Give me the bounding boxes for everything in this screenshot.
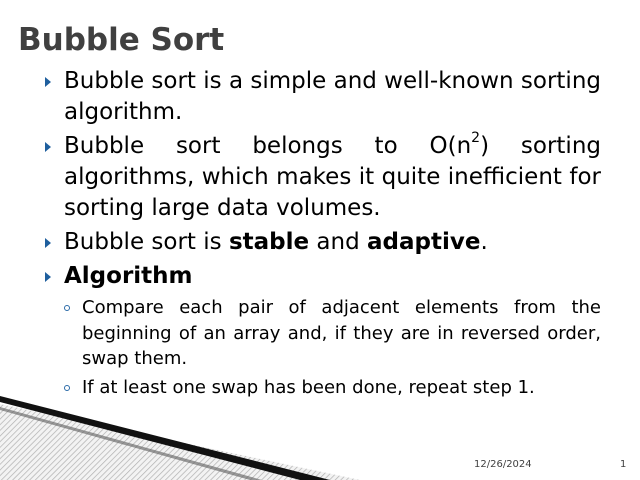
slide-title: Bubble Sort xyxy=(18,22,225,58)
bullet-item xyxy=(45,66,601,128)
arrow-bullet-icon xyxy=(45,77,51,87)
circle-bullet-icon xyxy=(64,385,70,391)
superscript-exponent: 2 xyxy=(471,130,481,147)
slide-body xyxy=(45,66,601,403)
footer-date: 12/26/2024 xyxy=(474,459,532,470)
bullet-text: Bubble sort is a simple and well-known sorting algorithm. xyxy=(64,68,601,125)
bullet-item xyxy=(45,227,601,258)
bold-term-stable: stable xyxy=(228,229,310,255)
arrow-bullet-icon xyxy=(45,142,51,152)
circle-bullet-icon xyxy=(64,305,70,311)
bullet-text-post: . xyxy=(480,229,488,255)
bullet-text-post: ) sorting algorithms, which makes it quite inefficient for sorting large data volumes. xyxy=(64,133,601,221)
bullet-text-pre: Bubble sort belongs to O(n xyxy=(64,133,472,159)
sub-bullet-text: Compare each pair of adjacent elements from the beginning of an array and, if they are in reversed order, swap them. xyxy=(82,297,601,369)
bullet-item xyxy=(45,261,601,292)
sub-bullet-item xyxy=(64,295,601,372)
sub-bullet-text: If at least one swap has been done, repeat step 1. xyxy=(82,376,535,398)
bullet-text-pre: Bubble sort is xyxy=(64,229,229,255)
page-number: 1 xyxy=(620,459,627,470)
bold-term-adaptive: adaptive xyxy=(367,229,481,255)
arrow-bullet-icon xyxy=(45,238,51,248)
bold-heading-algorithm: Algorithm xyxy=(64,263,193,289)
sub-bullet-item xyxy=(64,375,601,401)
arrow-bullet-icon xyxy=(45,272,51,282)
bullet-item xyxy=(45,131,601,224)
bullet-text-mid: and xyxy=(309,229,367,255)
